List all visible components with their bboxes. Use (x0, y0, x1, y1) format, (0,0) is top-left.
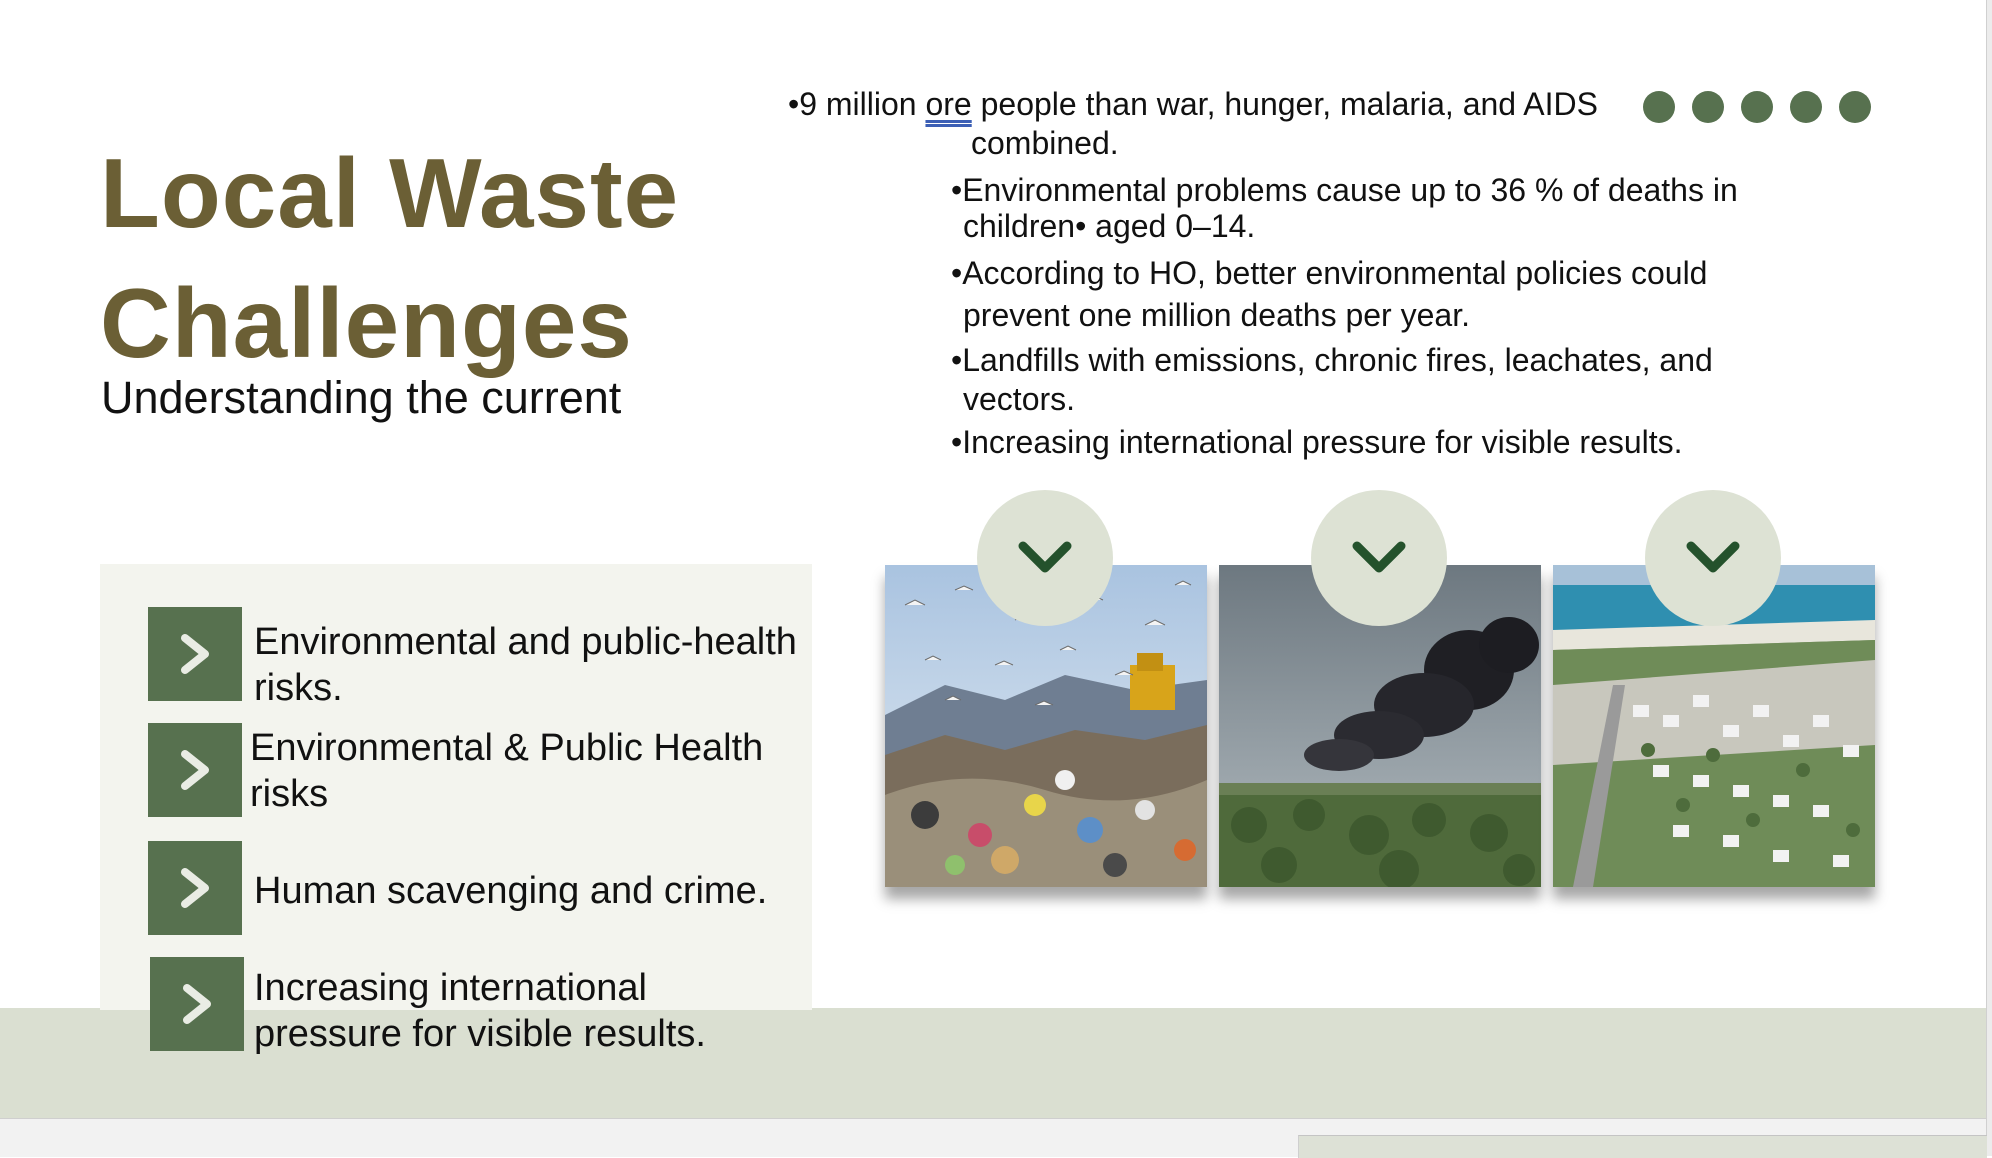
dot-1 (1643, 91, 1675, 123)
fact-text: people than war, hunger, malaria, and AIDS (971, 86, 1598, 122)
fact-line-9: •Increasing international pressure for visible results. (951, 424, 1683, 460)
fact-line-2: combined. (971, 125, 1119, 161)
fact-line-6: prevent one million deaths per year. (963, 297, 1470, 333)
title-line-2: Challenges (100, 268, 633, 378)
slide-subtitle: Understanding the current (101, 372, 622, 423)
next-slide-preview[interactable] (1298, 1135, 1987, 1158)
dot-3 (1741, 91, 1773, 123)
challenge-2-line-1: Environmental & Public Health (250, 727, 764, 769)
fact-line-8: vectors. (963, 381, 1076, 417)
challenge-3-chevron-right-icon (148, 841, 242, 935)
vertical-scrollbar[interactable] (1986, 0, 1992, 1156)
title-line-1: Local Waste (100, 138, 680, 248)
challenge-1-text (254, 619, 797, 711)
dot-4 (1790, 91, 1822, 123)
fact-line-4: children• aged 0–14. (963, 208, 1256, 244)
photo-1-chevron-down-icon[interactable] (977, 490, 1113, 626)
photo-2-chevron-down-icon[interactable] (1311, 490, 1447, 626)
fact-line-7: •Landfills with emissions, chronic fires, leachates, and (951, 342, 1713, 378)
photo-3-chevron-down-icon[interactable] (1645, 490, 1781, 626)
fact-text: •9 million (788, 86, 926, 122)
dot-5 (1839, 91, 1871, 123)
challenge-1-line-1: Environmental and public-health (254, 621, 797, 663)
challenge-2-line-2: risks (250, 773, 329, 815)
fact-line-3: •Environmental problems cause up to 36 % of deaths in (951, 172, 1738, 208)
slide-title (100, 128, 679, 388)
fact-line-1 (788, 85, 1598, 123)
fact-line-5: •According to HO, better environmental policies could (951, 255, 1708, 291)
challenge-2-chevron-right-icon (148, 723, 242, 817)
challenge-3-text (254, 868, 767, 914)
challenge-4-text (254, 965, 706, 1057)
challenge-1-chevron-right-icon (148, 607, 242, 701)
spellcheck-word[interactable]: ore (925, 86, 972, 122)
challenge-3-line-1: Human scavenging and crime. (254, 870, 768, 912)
challenge-2-text (250, 725, 763, 817)
challenge-4-line-2: pressure for visible results. (254, 1013, 706, 1055)
challenge-4-line-1: Increasing international (254, 967, 647, 1009)
challenge-4-chevron-right-icon (150, 957, 244, 1051)
challenge-1-line-2: risks. (254, 667, 343, 709)
slide-area-bottom-edge (0, 1118, 1986, 1157)
decorative-dots (1643, 91, 1871, 123)
dot-2 (1692, 91, 1724, 123)
